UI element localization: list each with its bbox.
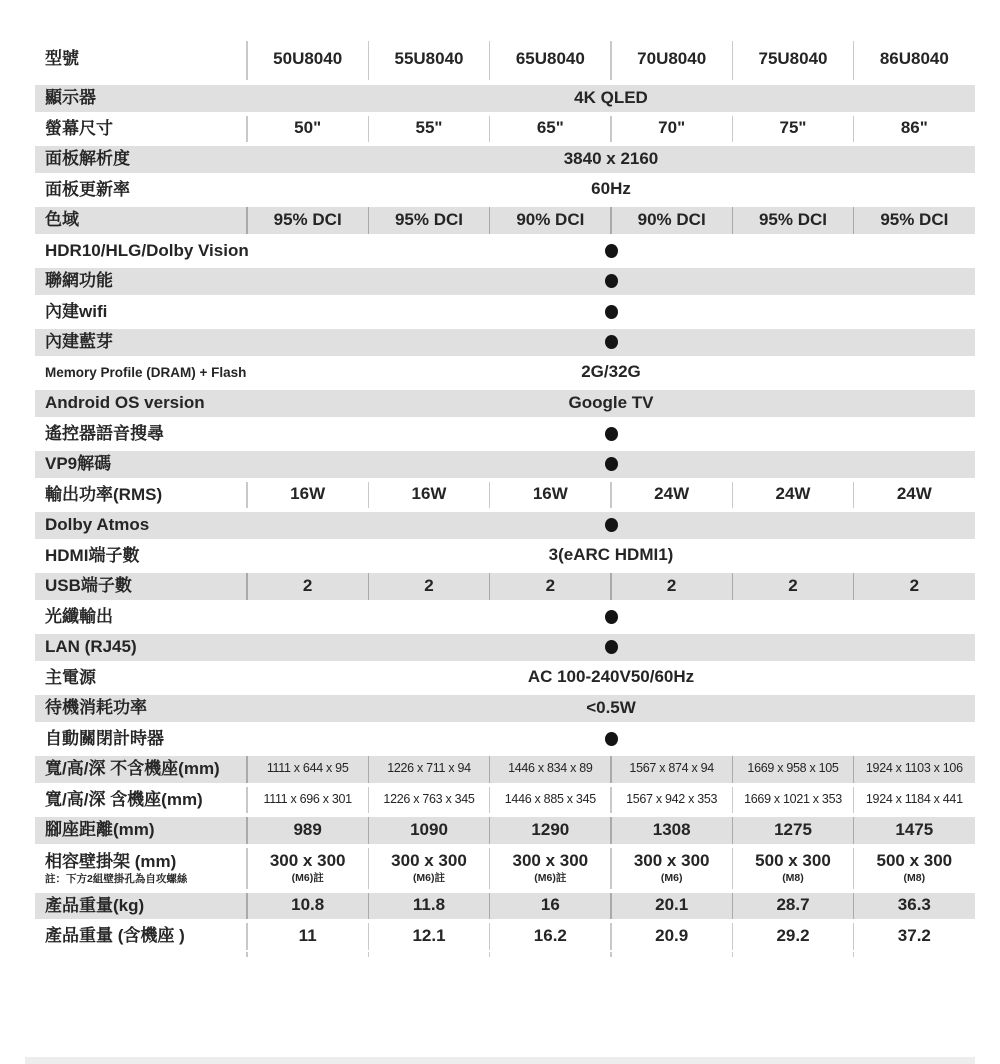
spec-span-cell: [247, 83, 975, 114]
feature-dot: [605, 640, 618, 654]
row-label: [35, 541, 247, 572]
cell-value: 1475: [895, 819, 934, 839]
spec-span-cell: [247, 510, 975, 541]
cell-value: 50": [294, 118, 322, 138]
spec-cell: [854, 815, 975, 846]
spec-cell: [490, 785, 611, 816]
spec-row: [35, 175, 975, 206]
spec-cell: [368, 815, 489, 846]
cell-value: 24W: [775, 484, 811, 504]
cell-value: 70": [658, 118, 686, 138]
row-label: [35, 891, 247, 922]
spec-cell: [490, 571, 611, 602]
spec-cell: [611, 205, 732, 236]
spec-cell: [611, 114, 732, 145]
spec-row: [35, 693, 975, 724]
cell-value: 11.8: [412, 895, 446, 915]
cell-subvalue: (M8): [903, 872, 926, 885]
spec-cell: [368, 891, 489, 922]
cell-value: 24W: [896, 484, 932, 504]
row-label: [35, 632, 247, 663]
feature-dot: [605, 518, 618, 532]
cell-value: 20.1: [655, 895, 689, 915]
spec-row: [35, 510, 975, 541]
cell-value: 1924 x 1103 x 106: [865, 761, 963, 776]
spec-cell: [611, 846, 732, 891]
row-label: [35, 114, 247, 145]
cell-value: 1567 x 874 x 94: [629, 761, 714, 776]
row-label-text: 內建藍芽: [45, 332, 113, 352]
spec-cell: [854, 571, 975, 602]
row-label: [35, 785, 247, 816]
spec-cell: [247, 891, 368, 922]
spec-cell: [854, 114, 975, 145]
row-label-text: 寬/高/深 不含機座(mm): [45, 759, 220, 779]
divider-stub: [611, 952, 732, 957]
cell-value: 24W: [654, 484, 690, 504]
spec-row: [35, 724, 975, 755]
spec-cell: [490, 815, 611, 846]
cell-value: 60Hz: [591, 179, 631, 199]
spec-cell: [247, 205, 368, 236]
row-label-text: 待機消耗功率: [45, 698, 147, 718]
spec-span-cell: [247, 724, 975, 755]
spec-cell: [611, 785, 732, 816]
header-label: [35, 35, 247, 83]
row-label: [35, 510, 247, 541]
spec-cell: [247, 921, 368, 952]
spec-table: [35, 35, 975, 957]
feature-dot: [605, 335, 618, 349]
row-label-text: 內建wifi: [45, 301, 108, 321]
model-name-cell: [247, 35, 368, 83]
row-label-text: USB端子數: [45, 576, 132, 596]
spec-cell: [854, 754, 975, 785]
cell-subvalue: (M6)註: [412, 872, 446, 885]
spec-row: [35, 327, 975, 358]
spec-row: [35, 891, 975, 922]
spec-span-cell: [247, 297, 975, 328]
cell-value: 16W: [290, 484, 326, 504]
row-label: [35, 602, 247, 633]
feature-dot: [605, 305, 618, 319]
spec-cell: [732, 480, 853, 511]
spec-cell: [247, 785, 368, 816]
model-name-cell: [490, 35, 611, 83]
row-label: [35, 327, 247, 358]
row-label: [35, 175, 247, 206]
spec-row: [35, 480, 975, 511]
row-label: [35, 815, 247, 846]
model-name: 55U8040: [394, 48, 464, 68]
cell-value: 55": [415, 118, 443, 138]
spec-span-cell: [247, 693, 975, 724]
spec-span-cell: [247, 266, 975, 297]
row-label-text: LAN (RJ45): [45, 637, 137, 657]
cell-value: 95% DCI: [880, 209, 949, 229]
spec-cell: [368, 571, 489, 602]
divider-stub: [490, 952, 611, 957]
cell-value: 1924 x 1184 x 441: [865, 791, 963, 806]
spec-row: [35, 358, 975, 389]
row-label-text: VP9解碼: [45, 454, 112, 474]
cell-value: 1111 x 696 x 301: [263, 791, 352, 806]
row-label-text: 自動關閉計時器: [45, 728, 164, 748]
row-label-text: 產品重量 (含機座 ): [45, 926, 185, 946]
divider-stub: [732, 952, 853, 957]
spec-cell: [732, 571, 853, 602]
spec-row: [35, 663, 975, 694]
spec-cell: [490, 480, 611, 511]
spec-cell: [490, 921, 611, 952]
spec-cell: [732, 754, 853, 785]
row-label: [35, 693, 247, 724]
spec-cell: [732, 114, 853, 145]
spec-cell: [368, 921, 489, 952]
cell-value: Google TV: [568, 392, 654, 412]
feature-dot: [605, 244, 618, 258]
row-label-text: 色域: [45, 210, 79, 230]
row-label-text: Dolby Atmos: [45, 515, 150, 535]
model-name-cell: [854, 35, 975, 83]
spec-cell: [368, 754, 489, 785]
row-label-note: 註：下方2組壁掛孔為自攻螺絲: [45, 872, 188, 885]
cell-value: 16W: [411, 484, 447, 504]
model-name-cell: [732, 35, 853, 83]
spec-row: [35, 83, 975, 114]
cell-value: 2: [545, 575, 556, 595]
cell-value: 1446 x 885 x 345: [504, 791, 596, 806]
row-label-text: 光纖輸出: [45, 606, 113, 626]
cell-value: 16.2: [533, 925, 567, 945]
header-label-text: 型號: [45, 49, 79, 69]
cell-value: 2: [424, 575, 434, 595]
spec-cell: [732, 846, 853, 891]
model-name: 75U8040: [758, 48, 828, 68]
cell-value: 16W: [532, 484, 568, 504]
spec-cell: [732, 815, 853, 846]
row-label-text: 面板解析度: [45, 149, 130, 169]
spec-row: [35, 205, 975, 236]
feature-dot: [605, 610, 618, 624]
row-label: [35, 388, 247, 419]
spec-cell: [611, 891, 732, 922]
row-label: [35, 921, 247, 952]
feature-dot: [605, 427, 618, 441]
row-label-text: 面板更新率: [45, 179, 130, 199]
spec-cell: [247, 846, 368, 891]
divider-stub: [247, 952, 368, 957]
feature-dot: [605, 457, 618, 471]
cell-value: 500 x 300: [876, 851, 953, 871]
cell-subvalue: (M6)註: [534, 872, 567, 885]
row-label-text: 產品重量(kg): [45, 895, 145, 915]
cell-value: 28.7: [776, 895, 810, 915]
cell-value: 300 x 300: [269, 851, 346, 871]
spec-row: [35, 297, 975, 328]
cell-value: 2: [909, 575, 920, 595]
cell-value: 75": [779, 118, 807, 138]
model-name-cell: [611, 35, 732, 83]
cell-value: <0.5W: [586, 697, 636, 717]
row-label-text: 聯網功能: [45, 271, 113, 291]
cell-value: 20.9: [655, 925, 689, 945]
row-label-text: Memory Profile (DRAM) + Flash: [45, 364, 247, 380]
cell-value: 1290: [531, 819, 570, 839]
row-label-text: 相容壁掛架 (mm): [45, 851, 177, 871]
spec-span-cell: [247, 327, 975, 358]
row-label: [35, 724, 247, 755]
divider-stub: [368, 952, 489, 957]
divider-stub-row: [35, 952, 975, 957]
row-label: [35, 449, 247, 480]
spec-span-cell: [247, 144, 975, 175]
cell-value: 90% DCI: [637, 209, 706, 229]
spec-cell: [247, 754, 368, 785]
spec-row: [35, 541, 975, 572]
cell-value: AC 100-240V50/60Hz: [527, 667, 695, 687]
spec-row: [35, 846, 975, 891]
cell-value: 500 x 300: [755, 851, 831, 871]
spec-span-cell: [247, 358, 975, 389]
cell-value: 3(eARC HDMI1): [548, 545, 674, 565]
cell-value: 95% DCI: [273, 209, 342, 229]
spec-cell: [368, 114, 489, 145]
cell-value: 90% DCI: [516, 209, 585, 229]
spec-cell: [732, 205, 853, 236]
cell-value: 989: [293, 819, 322, 839]
spec-cell: [247, 815, 368, 846]
cell-value: 300 x 300: [391, 851, 467, 871]
spec-row: [35, 785, 975, 816]
cell-value: 1111 x 644 x 95: [266, 761, 349, 776]
spec-row: [35, 602, 975, 633]
cell-subvalue: (M6): [660, 872, 683, 885]
row-label-text: 主電源: [45, 667, 96, 687]
spec-cell: [490, 891, 611, 922]
spec-row: [35, 815, 975, 846]
cell-value: 12.1: [412, 925, 446, 945]
spec-row: [35, 754, 975, 785]
spec-span-cell: [247, 602, 975, 633]
spec-cell: [732, 891, 853, 922]
cell-value: 86": [900, 118, 928, 138]
row-label-text: 寬/高/深 含機座(mm): [45, 789, 203, 809]
spec-cell: [854, 480, 975, 511]
spec-cell: [368, 785, 489, 816]
spec-cell: [490, 846, 611, 891]
spec-cell: [490, 205, 611, 236]
cell-value: 2: [788, 575, 798, 595]
spec-span-cell: [247, 632, 975, 663]
cell-value: 4K QLED: [574, 87, 648, 107]
spec-row: [35, 236, 975, 267]
spec-cell: [611, 480, 732, 511]
model-name: 70U8040: [637, 48, 707, 68]
cell-value: 1669 x 1021 x 353: [744, 791, 842, 806]
cell-value: 95% DCI: [758, 209, 827, 229]
stub-spacer: [35, 952, 247, 957]
row-label: [35, 358, 247, 389]
row-label: [35, 663, 247, 694]
row-label: [35, 266, 247, 297]
row-label-text: HDR10/HLG/Dolby Vision: [45, 240, 249, 260]
spec-cell: [854, 846, 975, 891]
feature-dot: [605, 732, 618, 746]
spec-span-cell: [247, 175, 975, 206]
model-header-row: [35, 35, 975, 83]
row-label: [35, 754, 247, 785]
row-label: [35, 236, 247, 267]
spec-row: [35, 144, 975, 175]
spec-span-cell: [247, 419, 975, 450]
row-label-text: HDMI端子數: [45, 545, 140, 565]
row-label: [35, 419, 247, 450]
row-label-text: 顯示器: [45, 88, 96, 108]
spec-cell: [490, 754, 611, 785]
cell-value: 65": [536, 118, 564, 138]
cell-value: 1567 x 942 x 353: [626, 791, 718, 806]
spec-cell: [732, 785, 853, 816]
row-label: [35, 205, 247, 236]
spec-row: [35, 388, 975, 419]
spec-cell: [854, 921, 975, 952]
spec-span-cell: [247, 236, 975, 267]
feature-dot: [605, 274, 618, 288]
cell-value: 1275: [774, 819, 812, 839]
cell-value: 1446 x 834 x 89: [508, 761, 593, 776]
spec-cell: [611, 571, 732, 602]
spec-row: [35, 921, 975, 952]
cell-subvalue: (M6)註: [291, 872, 324, 885]
cell-value: 1308: [652, 819, 691, 839]
spec-cell: [247, 114, 368, 145]
spec-row: [35, 114, 975, 145]
cell-value: 11: [298, 925, 317, 945]
spec-row: [35, 419, 975, 450]
cell-value: 3840 x 2160: [563, 148, 659, 168]
cell-value: 36.3: [897, 895, 931, 915]
spec-row: [35, 266, 975, 297]
spec-cell: [611, 754, 732, 785]
spec-span-cell: [247, 388, 975, 419]
spec-cell: [368, 846, 489, 891]
spec-cell: [854, 205, 975, 236]
cell-value: 300 x 300: [512, 851, 589, 871]
model-name: 86U8040: [879, 48, 949, 68]
row-label: [35, 480, 247, 511]
row-label: [35, 297, 247, 328]
cell-value: 16: [540, 895, 560, 915]
spec-cell: [854, 891, 975, 922]
spec-cell: [247, 571, 368, 602]
bottom-partial-element: [25, 1057, 975, 1064]
row-label-text: 遙控器語音搜尋: [45, 423, 164, 443]
model-name: 50U8040: [273, 48, 343, 68]
row-label-text: 腳座距離(mm): [45, 820, 155, 840]
spec-cell: [247, 480, 368, 511]
spec-cell: [854, 785, 975, 816]
row-label: [35, 83, 247, 114]
row-label-text: 輸出功率(RMS): [45, 484, 163, 504]
spec-cell: [368, 480, 489, 511]
cell-value: 1090: [410, 819, 448, 839]
cell-value: 2: [666, 575, 677, 595]
spec-cell: [611, 815, 732, 846]
row-label: [35, 846, 247, 891]
row-label-text: 螢幕尺寸: [45, 118, 113, 138]
cell-value: 10.8: [291, 895, 325, 915]
model-name: 65U8040: [515, 48, 585, 68]
spec-span-cell: [247, 541, 975, 572]
cell-value: 2G/32G: [581, 362, 641, 382]
cell-value: 1226 x 763 x 345: [383, 791, 475, 806]
spec-row: [35, 632, 975, 663]
spec-span-cell: [247, 449, 975, 480]
row-label-text: Android OS version: [45, 393, 205, 413]
spec-cell: [732, 921, 853, 952]
row-label: [35, 571, 247, 602]
spec-cell: [490, 114, 611, 145]
divider-stub: [854, 952, 975, 957]
cell-value: 2: [302, 575, 313, 595]
cell-value: 1226 x 711 x 94: [387, 761, 471, 776]
spec-span-cell: [247, 663, 975, 694]
cell-subvalue: (M8): [782, 872, 804, 885]
spec-cell: [368, 205, 489, 236]
spec-cell: [611, 921, 732, 952]
row-label: [35, 144, 247, 175]
spec-row: [35, 449, 975, 480]
cell-value: 29.2: [776, 925, 810, 945]
cell-value: 37.2: [897, 925, 931, 945]
cell-value: 1669 x 958 x 105: [747, 761, 839, 776]
cell-value: 300 x 300: [633, 851, 710, 871]
spec-row: [35, 571, 975, 602]
model-name-cell: [368, 35, 489, 83]
cell-value: 95% DCI: [394, 209, 463, 229]
